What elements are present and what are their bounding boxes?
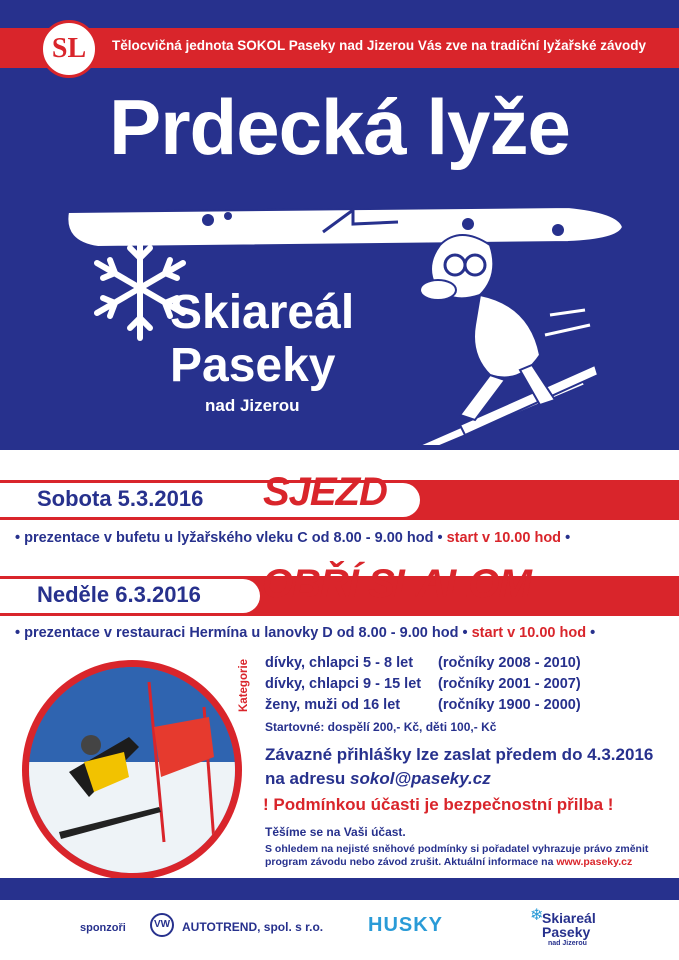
applications-deadline: Závazné přihlášky lze zaslat předem do 4.3.2016	[265, 745, 654, 764]
sponsor-autotrend: AUTOTREND, spol. s r.o.	[182, 920, 324, 934]
closing-text: Těšíme se na Vaši účast.	[265, 825, 406, 839]
category-group: dívky, chlapci 9 - 15 let	[265, 676, 422, 692]
poster-title: Prdecká lyže	[109, 83, 570, 171]
photo-scene	[29, 667, 235, 873]
skier-mascot-illustration	[400, 215, 600, 445]
resort-name-line2: Paseky	[170, 339, 336, 392]
disclaimer-line1: S ohledem na nejisté sněhové podmínky si pořadatel vyhrazuje právo změnit	[265, 843, 649, 855]
bullet: •	[565, 530, 571, 546]
helmet-notice: ! Podmínkou účasti je bezpečnostní přilba !	[263, 795, 614, 814]
ski-racer-photo	[22, 660, 242, 880]
applications-address	[265, 769, 491, 789]
resort-logo-line3: nad Jizerou	[548, 940, 587, 947]
registration-text: • prezentace v bufetu u lyžařského vleku C od 8.00 - 9.00 hod •	[15, 530, 443, 546]
disclaimer-text: program závodu nebo závod zrušit. Aktuální informace na	[265, 856, 557, 868]
logo-letters: SL	[51, 33, 87, 64]
event-date: Sobota 5.3.2016	[37, 486, 204, 511]
start-time: start v 10.00 hod	[471, 625, 587, 641]
disclaimer-line2	[265, 856, 632, 868]
registration-text: • prezentace v restauraci Hermína u lanovky D od 8.00 - 9.00 hod •	[15, 625, 468, 641]
resort-logo-line2: Paseky	[542, 924, 591, 940]
category-group: ženy, muži od 16 let	[265, 697, 401, 713]
category-row	[265, 697, 581, 713]
address-prefix: na adresu	[265, 769, 351, 788]
category-row	[265, 655, 581, 671]
event-registration	[15, 530, 679, 546]
photo-illustration	[29, 667, 235, 873]
category-years: (ročníky 2001 - 2007)	[438, 676, 581, 692]
vw-logo-icon: VW	[150, 913, 174, 937]
resort-name-line3: nad Jizerou	[205, 396, 300, 415]
invitation-text: Tělocvičná jednota SOKOL Paseky nad Jizerou Vás zve na tradiční lyžařské závody	[112, 38, 646, 53]
category-row	[265, 676, 581, 692]
resort-logo	[530, 905, 600, 955]
category-group: dívky, chlapci 5 - 8 let	[265, 655, 414, 671]
email-link[interactable]: sokol@paseky.cz	[350, 769, 491, 788]
entry-fees: Startovné: dospělí 200,- Kč, děti 100,- Kč	[265, 720, 497, 734]
small-snowflake-icon: ❄	[530, 907, 544, 924]
event-date: Neděle 6.3.2016	[37, 582, 201, 607]
event-name: SJEZD	[263, 470, 387, 514]
footer-band	[0, 878, 679, 900]
resort-logo-line1: Skiareál	[542, 910, 596, 926]
category-years: (ročníky 1900 - 2000)	[438, 697, 581, 713]
sponsors-label: sponzoři	[80, 922, 126, 934]
category-years: (ročníky 2008 - 2010)	[438, 655, 581, 671]
website-link[interactable]: www.paseky.cz	[556, 856, 633, 868]
event-registration	[15, 625, 679, 641]
event-name: OBŘÍ SLALOM	[262, 562, 531, 606]
sokol-logo	[40, 20, 98, 78]
categories-label: Kategorie	[238, 658, 250, 712]
start-time: start v 10.00 hod	[446, 530, 562, 546]
resort-name-line1: Skiareál	[170, 286, 355, 339]
bullet: •	[590, 625, 596, 641]
sponsor-husky-logo: HUSKY	[368, 914, 444, 936]
